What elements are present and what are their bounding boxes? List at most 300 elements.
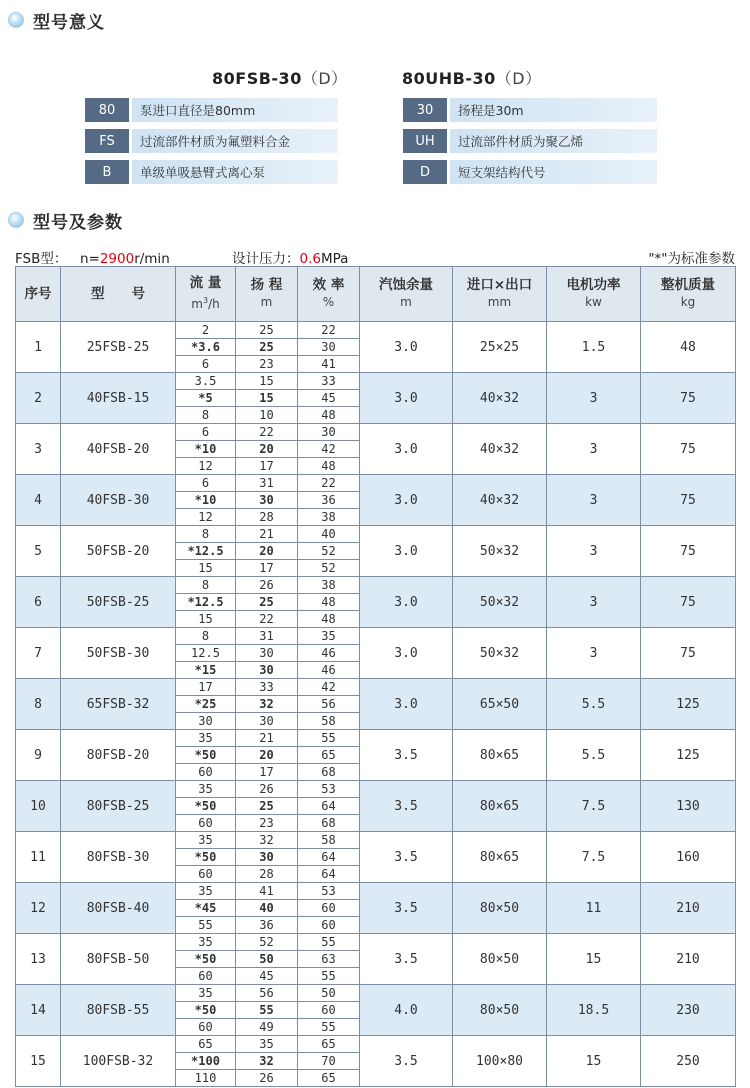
cell-eff: 68: [298, 815, 360, 832]
cell-flow: *50: [176, 849, 236, 866]
meaning-desc: 扬程是30m: [450, 98, 657, 122]
cell-head: 33: [236, 679, 298, 696]
header-power: [547, 267, 641, 322]
cell-mass: 75: [641, 577, 736, 628]
cell-npsh: 3.0: [360, 577, 453, 628]
cell-head: 30: [236, 662, 298, 679]
cell-flow: 17: [176, 679, 236, 696]
table-row: [16, 781, 736, 798]
cell-eff: 46: [298, 662, 360, 679]
header-flow: [176, 267, 236, 322]
cell-flow: *5: [176, 390, 236, 407]
cell-power: 3: [547, 526, 641, 577]
cell-model: 65FSB-32: [61, 679, 176, 730]
cell-flow: 60: [176, 866, 236, 883]
header-mass-label: 整机质量: [661, 277, 715, 293]
cell-head: 28: [236, 509, 298, 526]
cell-npsh: 3.5: [360, 781, 453, 832]
cell-no: 13: [16, 934, 61, 985]
cell-mass: 210: [641, 883, 736, 934]
pressure-info: [232, 247, 348, 267]
model-code-suffix: （D）: [301, 69, 348, 88]
cell-power: 7.5: [547, 832, 641, 883]
cell-npsh: 3.0: [360, 424, 453, 475]
cell-eff: 42: [298, 441, 360, 458]
cell-no: 9: [16, 730, 61, 781]
section-header-model-params: [8, 207, 123, 233]
table-row: [16, 730, 736, 747]
cell-flow: *25: [176, 696, 236, 713]
speed-value: 2900: [99, 251, 135, 267]
header-head-unit: m: [260, 295, 273, 309]
cell-head: 21: [236, 526, 298, 543]
header-model: 型 号: [61, 267, 176, 322]
header-no: 序号: [16, 267, 61, 322]
meaning-desc: 过流部件材质为聚乙烯: [450, 129, 657, 153]
cell-no: 12: [16, 883, 61, 934]
meaning-row: [403, 160, 657, 184]
cell-flow: 8: [176, 526, 236, 543]
cell-eff: 41: [298, 356, 360, 373]
table-row: [16, 526, 736, 543]
table-row: [16, 832, 736, 849]
cell-model: 80FSB-20: [61, 730, 176, 781]
header-mass-unit: kg: [680, 295, 696, 309]
cell-mass: 75: [641, 475, 736, 526]
cell-no: 15: [16, 1036, 61, 1087]
cell-head: 32: [236, 832, 298, 849]
cell-power: 3: [547, 424, 641, 475]
cell-npsh: 3.0: [360, 679, 453, 730]
cell-flow: 110: [176, 1070, 236, 1087]
cell-mass: 230: [641, 985, 736, 1036]
cell-port: 80×65: [453, 730, 547, 781]
meaning-code: 80: [85, 98, 129, 122]
header-eff-unit: %: [322, 295, 335, 309]
table-row: [16, 373, 736, 390]
speed-prefix: n=: [79, 251, 100, 267]
cell-flow: 35: [176, 934, 236, 951]
cell-mass: 250: [641, 1036, 736, 1087]
cell-eff: 55: [298, 968, 360, 985]
cell-head: 32: [236, 696, 298, 713]
table-row: [16, 1036, 736, 1053]
cell-flow: *10: [176, 492, 236, 509]
spec-table: [15, 266, 736, 1087]
cell-mass: 130: [641, 781, 736, 832]
cell-eff: 58: [298, 713, 360, 730]
cell-head: 26: [236, 577, 298, 594]
header-port-label: 进口×出口: [466, 277, 533, 293]
cell-head: 30: [236, 849, 298, 866]
cell-model: 80FSB-30: [61, 832, 176, 883]
cell-no: 1: [16, 322, 61, 373]
cell-eff: 48: [298, 594, 360, 611]
cell-port: 25×25: [453, 322, 547, 373]
cell-flow: *12.5: [176, 543, 236, 560]
cell-mass: 75: [641, 526, 736, 577]
cell-flow: *15: [176, 662, 236, 679]
cell-flow: 8: [176, 407, 236, 424]
header-eff: [298, 267, 360, 322]
cell-no: 6: [16, 577, 61, 628]
cell-flow: 12.5: [176, 645, 236, 662]
meaning-row: [85, 129, 338, 153]
cell-head: 36: [236, 917, 298, 934]
cell-eff: 55: [298, 1019, 360, 1036]
cell-flow: *100: [176, 1053, 236, 1070]
cell-head: 22: [236, 611, 298, 628]
cell-power: 1.5: [547, 322, 641, 373]
cell-model: 80FSB-40: [61, 883, 176, 934]
cell-eff: 60: [298, 1002, 360, 1019]
cell-flow: 8: [176, 628, 236, 645]
meaning-desc: 短支架结构代号: [450, 160, 657, 184]
table-row: [16, 679, 736, 696]
cell-eff: 50: [298, 985, 360, 1002]
cell-power: 3: [547, 373, 641, 424]
cell-eff: 64: [298, 849, 360, 866]
cell-eff: 65: [298, 1036, 360, 1053]
cell-head: 22: [236, 424, 298, 441]
cell-head: 30: [236, 713, 298, 730]
header-npsh-unit: m: [400, 295, 412, 309]
cell-port: 40×32: [453, 475, 547, 526]
cell-head: 49: [236, 1019, 298, 1036]
cell-eff: 45: [298, 390, 360, 407]
cell-eff: 40: [298, 526, 360, 543]
cell-port: 80×50: [453, 934, 547, 985]
cell-eff: 48: [298, 611, 360, 628]
cell-flow: *50: [176, 798, 236, 815]
cell-flow: 35: [176, 883, 236, 900]
cell-head: 30: [236, 492, 298, 509]
cell-eff: 36: [298, 492, 360, 509]
meaning-row: [403, 98, 657, 122]
meaning-row: [85, 160, 338, 184]
cell-head: 31: [236, 628, 298, 645]
table-row: [16, 424, 736, 441]
header-port: [453, 267, 547, 322]
cell-model: 50FSB-30: [61, 628, 176, 679]
cell-flow: 60: [176, 968, 236, 985]
cell-no: 5: [16, 526, 61, 577]
cell-head: 25: [236, 339, 298, 356]
cell-port: 50×32: [453, 526, 547, 577]
cell-npsh: 3.5: [360, 883, 453, 934]
cell-head: 55: [236, 1002, 298, 1019]
cell-head: 52: [236, 934, 298, 951]
cell-power: 5.5: [547, 730, 641, 781]
cell-flow: 12: [176, 509, 236, 526]
cell-power: 5.5: [547, 679, 641, 730]
cell-mass: 75: [641, 373, 736, 424]
table-header-row: [16, 267, 736, 322]
table-row: [16, 322, 736, 339]
cell-port: 50×32: [453, 577, 547, 628]
cell-eff: 60: [298, 900, 360, 917]
cell-npsh: 3.5: [360, 832, 453, 883]
cell-flow: 60: [176, 1019, 236, 1036]
cell-head: 25: [236, 594, 298, 611]
meaning-desc: 过流部件材质为氟塑料合金: [132, 129, 338, 153]
cell-eff: 60: [298, 917, 360, 934]
cell-port: 65×50: [453, 679, 547, 730]
cell-npsh: 3.0: [360, 628, 453, 679]
speed-unit: r/min: [134, 251, 170, 267]
cell-flow: 60: [176, 815, 236, 832]
cell-flow: 3.5: [176, 373, 236, 390]
header-mass: [641, 267, 736, 322]
cell-flow: *10: [176, 441, 236, 458]
header-npsh: [360, 267, 453, 322]
cell-npsh: 3.0: [360, 322, 453, 373]
cell-flow: 15: [176, 611, 236, 628]
header-head: [236, 267, 298, 322]
cell-head: 25: [236, 322, 298, 339]
bullet-circle-icon: [8, 12, 24, 28]
table-row: [16, 883, 736, 900]
cell-power: 15: [547, 934, 641, 985]
cell-eff: 38: [298, 509, 360, 526]
cell-mass: 160: [641, 832, 736, 883]
cell-model: 100FSB-32: [61, 1036, 176, 1087]
cell-no: 2: [16, 373, 61, 424]
cell-head: 17: [236, 560, 298, 577]
cell-head: 17: [236, 764, 298, 781]
cell-port: 80×65: [453, 832, 547, 883]
cell-head: 35: [236, 1036, 298, 1053]
cell-model: 50FSB-20: [61, 526, 176, 577]
cell-eff: 46: [298, 645, 360, 662]
cell-eff: 55: [298, 730, 360, 747]
header-head-label: 扬 程: [250, 277, 283, 293]
cell-head: 20: [236, 747, 298, 764]
cell-eff: 30: [298, 424, 360, 441]
meaning-desc: 单级单吸悬臂式离心泵: [132, 160, 338, 184]
cell-eff: 22: [298, 322, 360, 339]
type-label: FSB型：: [15, 251, 68, 267]
cell-head: 20: [236, 441, 298, 458]
section-title: 型号及参数: [33, 212, 123, 233]
table-row: [16, 475, 736, 492]
header-npsh-label: 汽蚀余量: [379, 277, 433, 293]
cell-eff: 48: [298, 458, 360, 475]
meaning-code: UH: [403, 129, 447, 153]
cell-eff: 22: [298, 475, 360, 492]
cell-no: 11: [16, 832, 61, 883]
cell-flow: *3.6: [176, 339, 236, 356]
cell-eff: 48: [298, 407, 360, 424]
cell-npsh: 3.5: [360, 934, 453, 985]
table-row: [16, 577, 736, 594]
cell-head: 15: [236, 373, 298, 390]
cell-eff: 53: [298, 883, 360, 900]
cell-npsh: 3.0: [360, 526, 453, 577]
meaning-row: [403, 129, 657, 153]
pressure-unit: MPa: [320, 251, 349, 267]
cell-port: 40×32: [453, 424, 547, 475]
cell-npsh: 4.0: [360, 985, 453, 1036]
model-code-right: [402, 66, 542, 89]
cell-eff: 35: [298, 628, 360, 645]
cell-mass: 125: [641, 679, 736, 730]
meaning-code: 30: [403, 98, 447, 122]
cell-head: 26: [236, 1070, 298, 1087]
cell-flow: *50: [176, 951, 236, 968]
cell-flow: *50: [176, 1002, 236, 1019]
cell-flow: 12: [176, 458, 236, 475]
table-row: [16, 985, 736, 1002]
cell-npsh: 3.0: [360, 475, 453, 526]
section-header-model-meaning: [8, 7, 105, 33]
speed-info: [15, 247, 170, 267]
cell-power: 7.5: [547, 781, 641, 832]
header-port-unit: mm: [487, 295, 512, 309]
cell-head: 25: [236, 798, 298, 815]
cell-mass: 48: [641, 322, 736, 373]
cell-head: 15: [236, 390, 298, 407]
cell-flow: *45: [176, 900, 236, 917]
cell-eff: 56: [298, 696, 360, 713]
meaning-code: FS: [85, 129, 129, 153]
meaning-row: [85, 98, 338, 122]
cell-flow: *50: [176, 747, 236, 764]
cell-port: 80×50: [453, 883, 547, 934]
cell-head: 28: [236, 866, 298, 883]
cell-flow: 65: [176, 1036, 236, 1053]
cell-model: 80FSB-25: [61, 781, 176, 832]
cell-head: 32: [236, 1053, 298, 1070]
cell-head: 56: [236, 985, 298, 1002]
cell-eff: 53: [298, 781, 360, 798]
cell-npsh: 3.5: [360, 1036, 453, 1087]
table-row: [16, 934, 736, 951]
cell-flow: 6: [176, 356, 236, 373]
cell-eff: 30: [298, 339, 360, 356]
cell-head: 17: [236, 458, 298, 475]
cell-head: 31: [236, 475, 298, 492]
cell-head: 21: [236, 730, 298, 747]
meaning-desc: 泵进口直径是80mm: [132, 98, 338, 122]
cell-no: 14: [16, 985, 61, 1036]
cell-power: 3: [547, 577, 641, 628]
cell-eff: 38: [298, 577, 360, 594]
cell-model: 40FSB-15: [61, 373, 176, 424]
cell-power: 18.5: [547, 985, 641, 1036]
cell-head: 45: [236, 968, 298, 985]
cell-flow: 30: [176, 713, 236, 730]
cell-no: 4: [16, 475, 61, 526]
cell-head: 23: [236, 815, 298, 832]
cell-mass: 75: [641, 628, 736, 679]
header-flow-unit: $m^3/h$: [191, 296, 220, 311]
cell-eff: 55: [298, 934, 360, 951]
cell-power: 11: [547, 883, 641, 934]
cell-model: 25FSB-25: [61, 322, 176, 373]
meaning-code: D: [403, 160, 447, 184]
header-power-unit: kw: [585, 295, 602, 309]
cell-no: 10: [16, 781, 61, 832]
cell-port: 100×80: [453, 1036, 547, 1087]
pressure-value: 0.6: [299, 251, 321, 267]
cell-model: 80FSB-55: [61, 985, 176, 1036]
cell-no: 3: [16, 424, 61, 475]
cell-eff: 63: [298, 951, 360, 968]
model-code-left: [212, 66, 348, 89]
model-code-suffix: （D）: [495, 69, 542, 88]
header-flow-label: 流 量: [189, 275, 222, 291]
cell-power: 3: [547, 628, 641, 679]
cell-flow: 35: [176, 985, 236, 1002]
cell-model: 40FSB-30: [61, 475, 176, 526]
cell-port: 80×65: [453, 781, 547, 832]
cell-eff: 70: [298, 1053, 360, 1070]
cell-model: 80FSB-50: [61, 934, 176, 985]
cell-eff: 58: [298, 832, 360, 849]
cell-head: 40: [236, 900, 298, 917]
cell-port: 80×50: [453, 985, 547, 1036]
cell-eff: 68: [298, 764, 360, 781]
cell-npsh: 3.5: [360, 730, 453, 781]
cell-mass: 75: [641, 424, 736, 475]
cell-flow: 6: [176, 424, 236, 441]
cell-mass: 210: [641, 934, 736, 985]
cell-head: 10: [236, 407, 298, 424]
cell-flow: 35: [176, 781, 236, 798]
bullet-circle-icon: [8, 212, 24, 228]
cell-flow: 35: [176, 730, 236, 747]
cell-flow: 6: [176, 475, 236, 492]
cell-flow: 2: [176, 322, 236, 339]
pressure-label: 设计压力：: [232, 251, 300, 267]
cell-model: 40FSB-20: [61, 424, 176, 475]
cell-flow: 8: [176, 577, 236, 594]
cell-npsh: 3.0: [360, 373, 453, 424]
cell-eff: 33: [298, 373, 360, 390]
model-code-text: 80UHB-30: [402, 69, 496, 88]
cell-eff: 52: [298, 543, 360, 560]
cell-flow: *12.5: [176, 594, 236, 611]
cell-port: 40×32: [453, 373, 547, 424]
cell-power: 15: [547, 1036, 641, 1087]
cell-eff: 65: [298, 747, 360, 764]
standard-note: "*"为标准参数: [648, 251, 735, 267]
cell-power: 3: [547, 475, 641, 526]
cell-flow: 55: [176, 917, 236, 934]
cell-head: 20: [236, 543, 298, 560]
cell-head: 50: [236, 951, 298, 968]
cell-head: 41: [236, 883, 298, 900]
cell-port: 50×32: [453, 628, 547, 679]
cell-no: 7: [16, 628, 61, 679]
cell-flow: 60: [176, 764, 236, 781]
section-title: 型号意义: [33, 12, 105, 33]
cell-head: 30: [236, 645, 298, 662]
cell-flow: 15: [176, 560, 236, 577]
cell-model: 50FSB-25: [61, 577, 176, 628]
table-row: [16, 628, 736, 645]
cell-mass: 125: [641, 730, 736, 781]
cell-no: 8: [16, 679, 61, 730]
cell-eff: 65: [298, 1070, 360, 1087]
cell-eff: 64: [298, 798, 360, 815]
cell-eff: 42: [298, 679, 360, 696]
cell-head: 26: [236, 781, 298, 798]
header-power-label: 电机功率: [566, 277, 621, 293]
cell-eff: 64: [298, 866, 360, 883]
cell-head: 23: [236, 356, 298, 373]
